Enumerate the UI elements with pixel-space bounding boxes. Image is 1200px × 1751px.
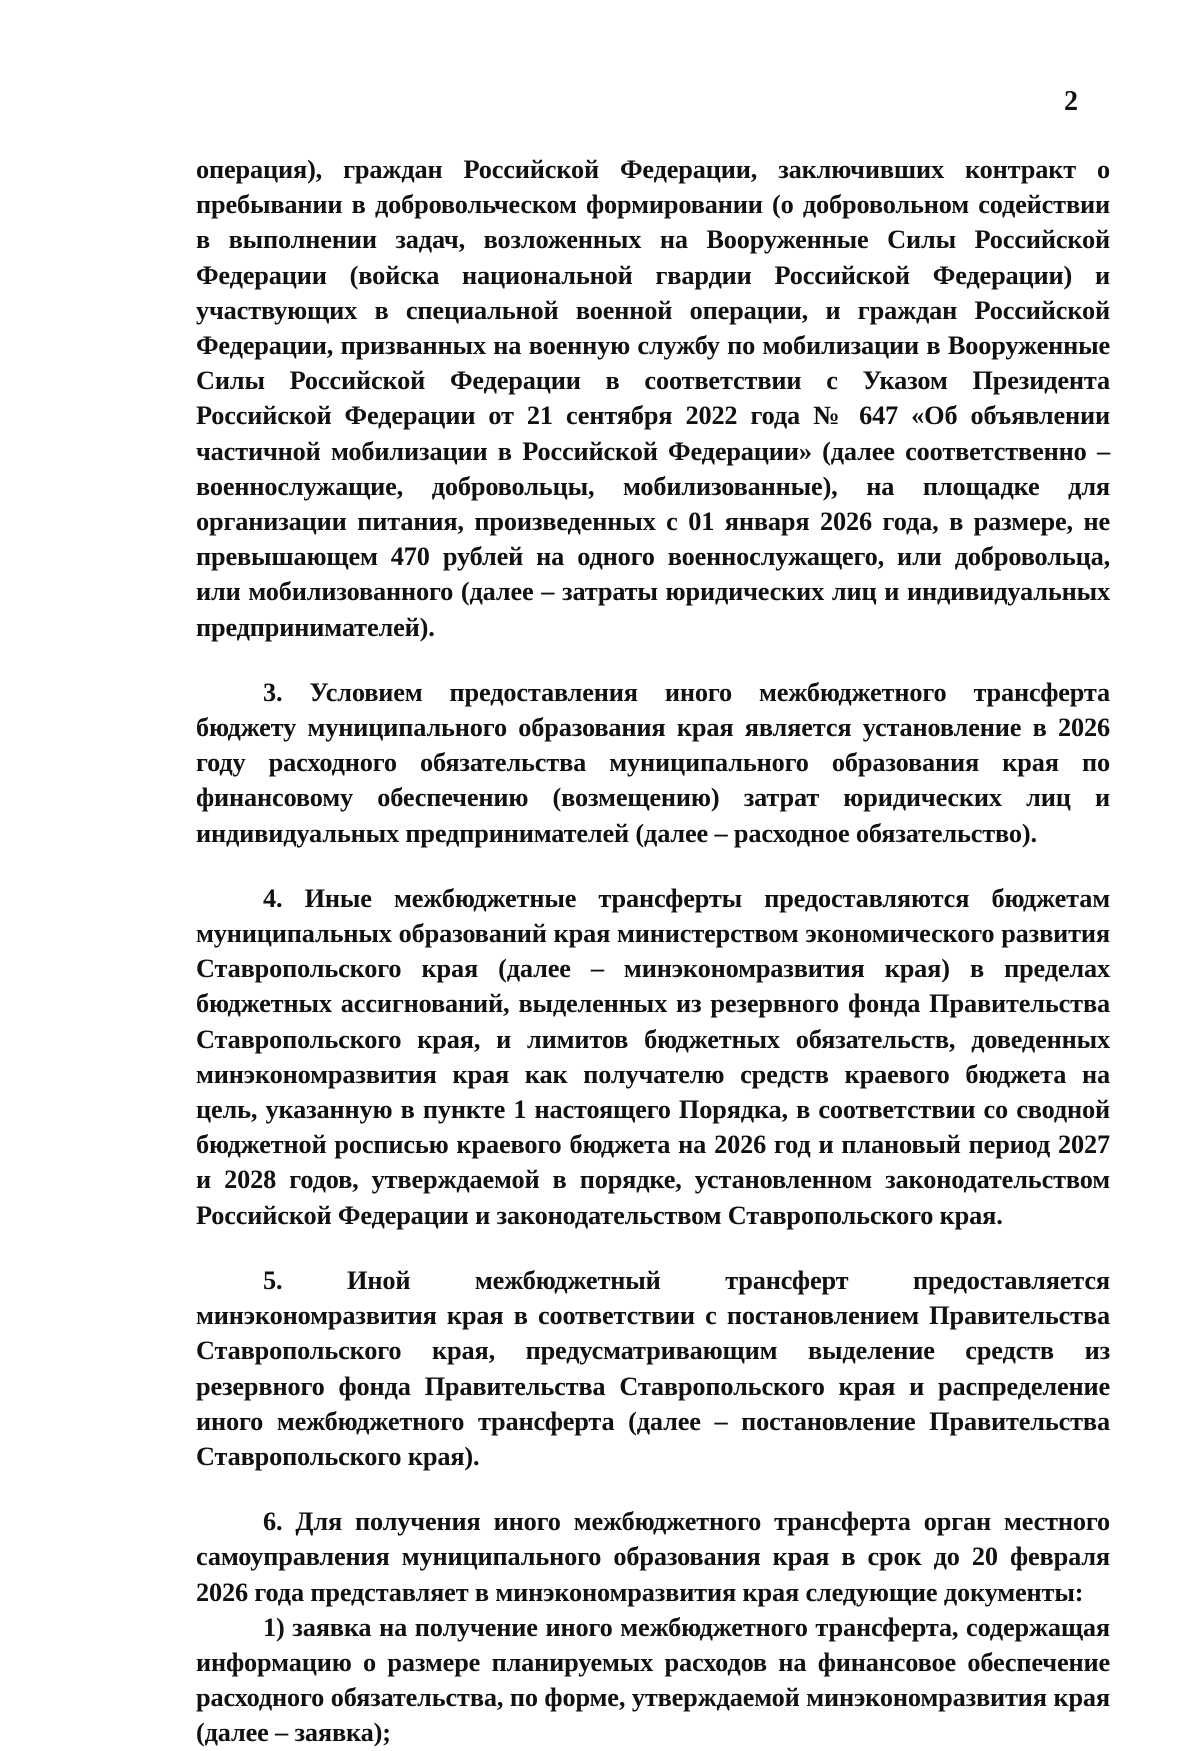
paragraph-6: 6. Для получения иного межбюджетного трансферта орган местного самоуправления муниципального образования края в срок до 20 февраля 2026 года представляет в минэкономразвития края следующие документы: [196, 1507, 1110, 1607]
paragraph-6-item-1: 1) заявка на получение иного межбюджетного трансферта, содержащая информацию о размере планируемых расходов на финансовое обеспечение расходного обязательства, по форме, утверждаемой минэкономразвития края (далее – заявка); [196, 1612, 1110, 1748]
paragraph-4: 4. Иные межбюджетные трансферты предоставляются бюджетам муниципальных образований края министерством экономического развития Ставропольского края (далее – минэкономразвития края) в пределах бюджетных ассигнований, выделенных из резервного фонда Правительства Ставропольского края, и лимитов бюджетных обязательств, доведенных минэкономразвития края как получателю средств краевого бюджета на цель, указанную в пункте 1 настоящего Порядка, в соответствии со сводной бюджетной росписью краевого бюджета на 2026 год и плановый период 2027 и 2028 годов, утверждаемой в порядке, установленном законодательством Российской Федерации и законодательством Ставропольского края. [196, 883, 1110, 1230]
paragraph-3: 3. Условием предоставления иного межбюджетного трансферта бюджету муниципального образования края является установление в 2026 году расходного обязательства муниципального образования края по финансовому обеспечению (возмещению) затрат юридических лиц и индивидуальных предпринимателей (далее – расходное обязательство). [196, 677, 1110, 848]
page-number: 2 [1064, 86, 1078, 117]
paragraph-5: 5. Иной межбюджетный трансферт предоставляется минэкономразвития края в соответствии с постановлением Правительства Ставропольского края, предусматривающим выделение средств из резервного фонда Правительства Ставропольского края и распределение иного межбюджетного трансферта (далее – постановление Правительства Ставропольского края). [196, 1265, 1110, 1471]
paragraph-continuation: операция), граждан Российской Федерации, заключивших контракт о пребывании в добровольческом формировании (о добровольном содействии в выполнении задач, возложенных на Вооруженные Силы Российской Федерации (войска национальной гвардии Российской Федерации) и участвующих в специальной военной операции, и граждан Российской Федерации, призванных на военную службу по мобилизации в Вооруженные Силы Российской Федерации в соответствии с Указом Президента Российской Федерации от 21 сентября 2022 года № 647 «Об объявлении частичной мобилизации в Российской Федерации» (далее соответственно – военнослужащие, добровольцы, мобилизованные), на площадке для организации питания, произведенных с 01 января 2026 года, в размере, не превышающем 470 рублей на одного военнослужащего, или добровольца, или мобилизованного (далее – затраты юридических лиц и индивидуальных предпринимателей). [196, 155, 1110, 642]
document-body [196, 152, 1110, 1751]
